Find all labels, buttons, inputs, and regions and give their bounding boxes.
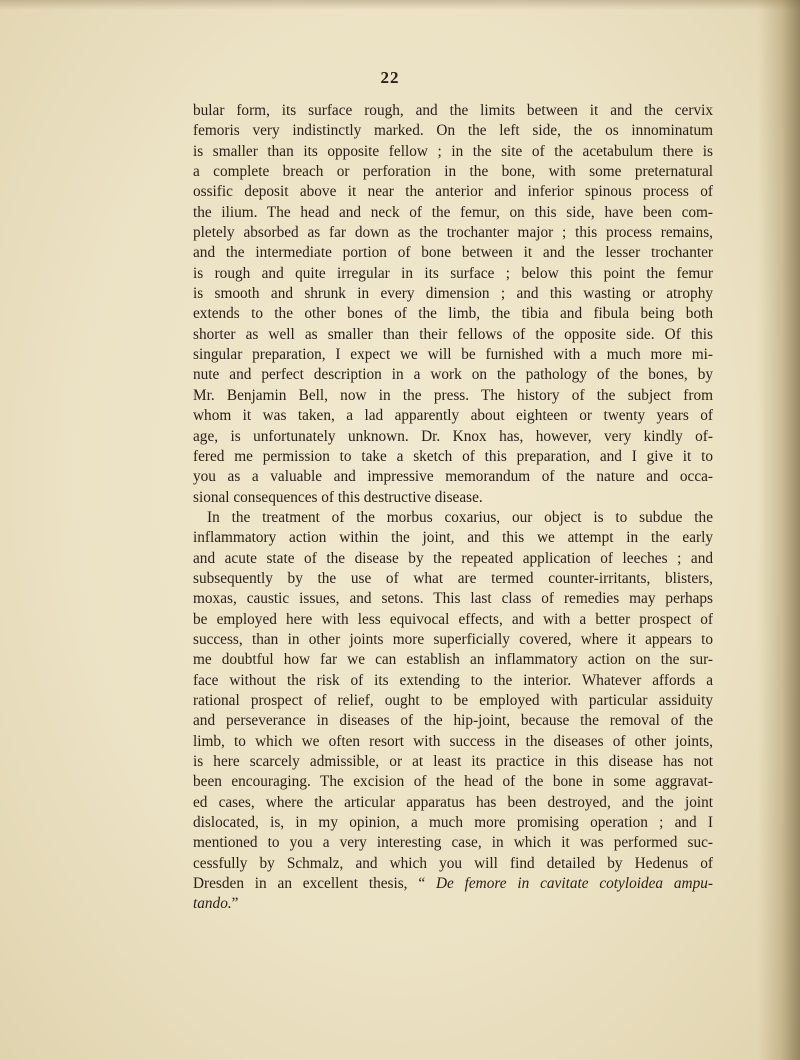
text-line: Mr. Benjamin Bell, now in the press. The history of the subject from (193, 386, 713, 404)
text-line: fered me permission to take a sketch of this preparation, and I give it to (193, 447, 713, 465)
page-number: 22 (380, 68, 400, 87)
text-line: pletely absorbed as far down as the trochanter major ; this process remains, (193, 224, 713, 242)
page-top-shadow (0, 0, 800, 10)
text-line: me doubtful how far we can establish an inflammatory action on the sur- (193, 651, 713, 669)
paragraph-2 (193, 508, 713, 915)
text-line: whom it was taken, a lad apparently about eighteen or twenty years of (193, 407, 713, 425)
paragraph-1 (193, 101, 713, 508)
text-line: cessfully by Schmalz, and which you will find detailed by Hedenus of (193, 854, 713, 872)
page-edge-shadow (758, 0, 800, 1060)
text-line: dislocated, is, in my opinion, a much more promising operation ; and I (193, 814, 713, 832)
text-fragment: ” (231, 895, 239, 913)
text-line: extends to the other bones of the limb, the tibia and fibula being both (193, 305, 713, 323)
body-text (193, 101, 713, 915)
text-line: nute and perfect description in a work on the pathology of the bones, by (193, 366, 713, 384)
italic-title-fragment: tando. (193, 895, 232, 913)
text-line: rational prospect of relief, ought to be employed with particular assiduity (193, 691, 713, 709)
text-line: mentioned to you a very interesting case, in which it was performed suc- (193, 834, 713, 852)
text-line: success, than in other joints more superficially covered, where it appears to (193, 630, 713, 648)
text-line: you as a valuable and impressive memorandum of the nature and occa- (193, 468, 713, 486)
text-line: inflammatory action within the joint, and this we attempt in the early (193, 529, 713, 547)
text-line: bular form, its surface rough, and the limits between it and the cervix (193, 102, 713, 119)
text-line: In the treatment of the morbus coxarius, our object is to subdue the (207, 508, 713, 526)
text-line: limb, to which we often resort with success in the diseases of other joints, (193, 732, 713, 750)
text-line: shorter as well as smaller than their fellows of the opposite side. Of this (193, 325, 713, 343)
text-line: is smaller than its opposite fellow ; in the site of the acetabulum there is (193, 142, 713, 160)
text-line: sional consequences of this destructive disease. (193, 488, 483, 506)
text-line: been encouraging. The excision of the head of the bone in some aggravat- (193, 773, 713, 791)
text-line: moxas, caustic issues, and setons. This last class of remedies may perhaps (193, 590, 713, 608)
text-line: is here scarcely admissible, or at least its practice in this disease has not (193, 753, 713, 770)
text-line: and perseverance in diseases of the hip-joint, because the removal of the (193, 712, 713, 730)
text-line: the ilium. The head and neck of the femur, on this side, have been com- (193, 203, 713, 221)
text-line: is rough and quite irregular in its surface ; below this point the femur (193, 264, 713, 282)
text-line: femoris very indistinctly marked. On the left side, the os innominatum (193, 122, 713, 140)
text-line: subsequently by the use of what are termed counter-irritants, blisters, (193, 569, 713, 587)
text-line: face without the risk of its extending to the interior. Whatever affords a (193, 671, 713, 689)
text-line-with-italic-title (193, 894, 713, 914)
text-line: be employed here with less equivocal effects, and with a better prospect of (193, 610, 713, 628)
text-line: and the intermediate portion of bone between it and the lesser trochanter (193, 244, 713, 262)
text-line-with-italic-title (193, 874, 713, 894)
text-line: ossific deposit above it near the anterior and inferior spinous process of (193, 183, 713, 201)
text-fragment: Dresden in an excellent thesis, “ (193, 875, 436, 893)
text-line: and acute state of the disease by the repeated application of leeches ; and (193, 549, 713, 567)
text-line: is smooth and shrunk in every dimension ; and this wasting or atrophy (193, 285, 713, 303)
text-line: a complete breach or perforation in the bone, with some preternatural (193, 163, 713, 181)
italic-title-fragment: De femore in cavitate cotyloidea ampu- (435, 875, 713, 893)
text-line: age, is unfortunately unknown. Dr. Knox has, however, very kindly of- (193, 427, 713, 445)
text-line: ed cases, where the articular apparatus has been destroyed, and the joint (193, 793, 713, 811)
text-line: singular preparation, I expect we will be furnished with a much more mi- (193, 346, 713, 364)
